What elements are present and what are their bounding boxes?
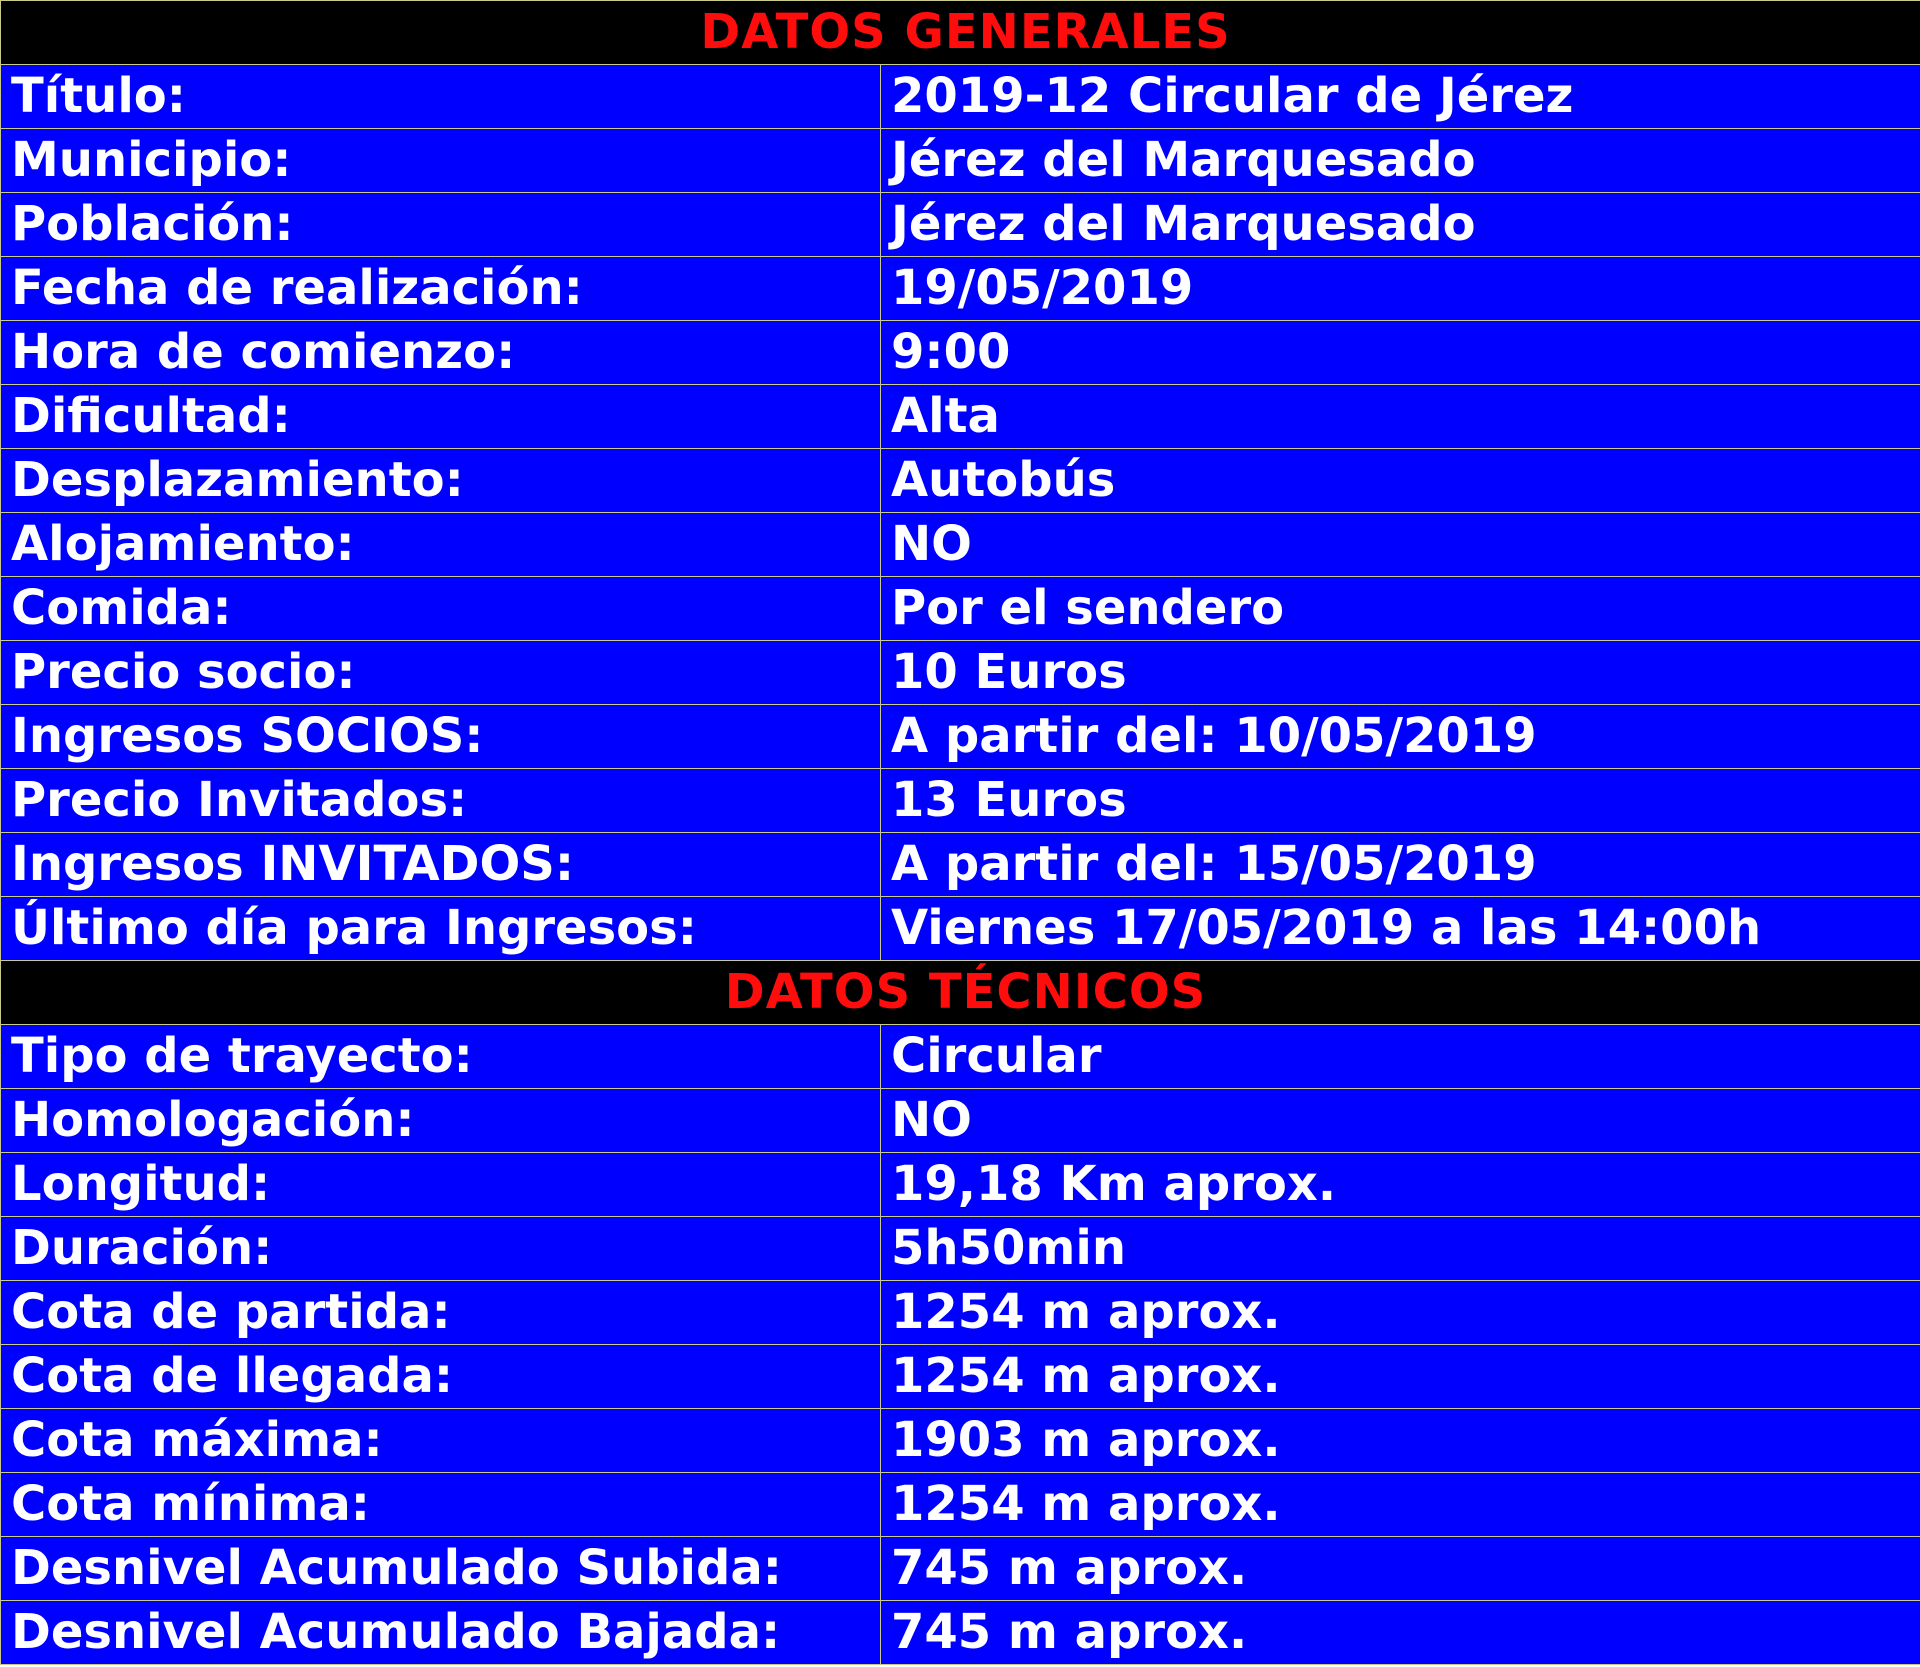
field-label-municipio: Municipio: — [1, 129, 881, 193]
table-row — [1, 65, 1920, 129]
field-label-cota-minima: Cota mínima: — [1, 1473, 881, 1537]
field-value-precio-invitados: 13 Euros — [881, 769, 1920, 833]
field-value-titulo: 2019-12 Circular de Jérez — [881, 65, 1920, 129]
field-value-homologacion: NO — [881, 1089, 1920, 1153]
datos-generales-header-row — [1, 1, 1920, 65]
field-label-ingresos-invitados: Ingresos INVITADOS: — [1, 833, 881, 897]
field-label-longitud: Longitud: — [1, 1153, 881, 1217]
table-row — [1, 1345, 1920, 1409]
field-value-desnivel-subida: 745 m aprox. — [881, 1537, 1920, 1601]
table-row — [1, 897, 1920, 961]
field-value-municipio: Jérez del Marquesado — [881, 129, 1920, 193]
table-row — [1, 449, 1920, 513]
table-row — [1, 833, 1920, 897]
table-row — [1, 321, 1920, 385]
field-value-desplazamiento: Autobús — [881, 449, 1920, 513]
field-value-dificultad: Alta — [881, 385, 1920, 449]
datos-tecnicos-header-row — [1, 961, 1920, 1025]
field-label-titulo: Título: — [1, 65, 881, 129]
field-value-cota-minima: 1254 m aprox. — [881, 1473, 1920, 1537]
field-value-longitud: 19,18 Km aprox. — [881, 1153, 1920, 1217]
field-label-ultimo-dia: Último día para Ingresos: — [1, 897, 881, 961]
field-label-hora: Hora de comienzo: — [1, 321, 881, 385]
field-label-alojamiento: Alojamiento: — [1, 513, 881, 577]
field-value-hora: 9:00 — [881, 321, 1920, 385]
table-row — [1, 129, 1920, 193]
table-row — [1, 577, 1920, 641]
field-label-desnivel-bajada: Desnivel Acumulado Bajada: — [1, 1601, 881, 1665]
field-label-cota-maxima: Cota máxima: — [1, 1409, 881, 1473]
field-label-tipo-trayecto: Tipo de trayecto: — [1, 1025, 881, 1089]
field-value-poblacion: Jérez del Marquesado — [881, 193, 1920, 257]
field-value-cota-partida: 1254 m aprox. — [881, 1281, 1920, 1345]
field-label-dificultad: Dificultad: — [1, 385, 881, 449]
field-value-cota-maxima: 1903 m aprox. — [881, 1409, 1920, 1473]
table-row — [1, 1281, 1920, 1345]
field-value-comida: Por el sendero — [881, 577, 1920, 641]
field-label-cota-llegada: Cota de llegada: — [1, 1345, 881, 1409]
table-row — [1, 385, 1920, 449]
table-row — [1, 1537, 1920, 1601]
table-row — [1, 1217, 1920, 1281]
datos-tecnicos-section — [1, 961, 1920, 1665]
field-value-ingresos-socios: A partir del: 10/05/2019 — [881, 705, 1920, 769]
field-value-ultimo-dia: Viernes 17/05/2019 a las 14:00h — [881, 897, 1920, 961]
table-row — [1, 705, 1920, 769]
field-value-fecha: 19/05/2019 — [881, 257, 1920, 321]
field-value-precio-socio: 10 Euros — [881, 641, 1920, 705]
table-row — [1, 193, 1920, 257]
table-row — [1, 1089, 1920, 1153]
table-row — [1, 257, 1920, 321]
field-label-poblacion: Población: — [1, 193, 881, 257]
table-row — [1, 1473, 1920, 1537]
field-label-homologacion: Homologación: — [1, 1089, 881, 1153]
field-label-desnivel-subida: Desnivel Acumulado Subida: — [1, 1537, 881, 1601]
field-label-precio-socio: Precio socio: — [1, 641, 881, 705]
table-row — [1, 769, 1920, 833]
table-row — [1, 1409, 1920, 1473]
table-row — [1, 1153, 1920, 1217]
field-value-tipo-trayecto: Circular — [881, 1025, 1920, 1089]
table-row — [1, 1601, 1920, 1665]
field-label-fecha: Fecha de realización: — [1, 257, 881, 321]
field-value-desnivel-bajada: 745 m aprox. — [881, 1601, 1920, 1665]
field-label-comida: Comida: — [1, 577, 881, 641]
table-row — [1, 641, 1920, 705]
table-row — [1, 513, 1920, 577]
field-label-duracion: Duración: — [1, 1217, 881, 1281]
field-value-alojamiento: NO — [881, 513, 1920, 577]
field-value-cota-llegada: 1254 m aprox. — [881, 1345, 1920, 1409]
table-row — [1, 1025, 1920, 1089]
field-label-cota-partida: Cota de partida: — [1, 1281, 881, 1345]
datos-generales-title: DATOS GENERALES — [1, 1, 1920, 65]
field-value-ingresos-invitados: A partir del: 15/05/2019 — [881, 833, 1920, 897]
field-label-ingresos-socios: Ingresos SOCIOS: — [1, 705, 881, 769]
field-label-desplazamiento: Desplazamiento: — [1, 449, 881, 513]
field-label-precio-invitados: Precio Invitados: — [1, 769, 881, 833]
datos-tecnicos-title: DATOS TÉCNICOS — [1, 961, 1920, 1025]
field-value-duracion: 5h50min — [881, 1217, 1920, 1281]
datos-generales-section — [1, 1, 1920, 961]
